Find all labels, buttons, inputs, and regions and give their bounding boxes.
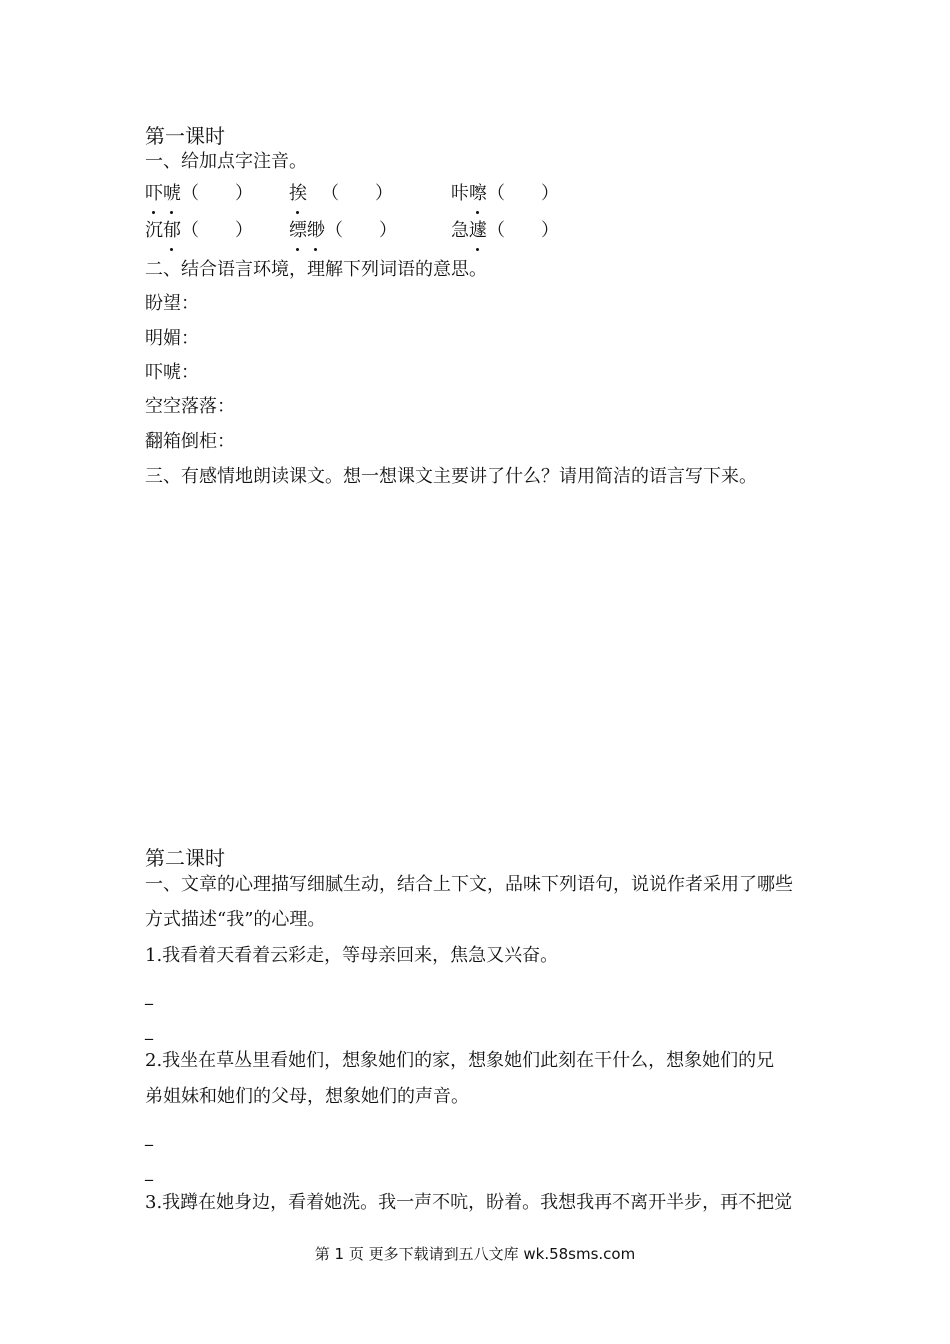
answer-paren: （ ） [487,220,559,241]
page-footer: 第 1 页 更多下载请到五八文库 wk.58sms.com [314,1245,636,1263]
q1-heading-line: 一、文章的心理描写细腻生动，结合上下文，品味下列语句，说说作者采用了哪些 [145,874,793,895]
emphasis-dot [476,248,479,251]
answer-blank: _ [145,1021,153,1040]
answer-blank: _ [145,986,153,1005]
lesson2-title: 第二课时 [145,846,225,870]
sentence-1: 1.我看着天看着云彩走，等母亲回来，焦急又兴奋。 [145,945,559,966]
emphasis-dot [170,211,173,214]
emphasis-dot [296,248,299,251]
answer-paren: （ ） [325,220,397,241]
pinyin-item [145,182,253,206]
answer-paren: （ ） [487,183,559,204]
lesson1-title: 第一课时 [145,124,225,148]
vocab-item: 盼望： [145,293,199,314]
emphasis-dot [314,248,317,251]
q1-heading-line: 方式描述“我”的心理。 [145,909,326,930]
dotted-word: 缥缈 [289,220,325,241]
emphasis-dot [152,211,155,214]
vocab-item: 空空落落： [145,396,235,417]
answer-blank: _ [145,1127,153,1146]
dotted-word: 急遽 [451,220,487,241]
answer-paren: （ ） [321,183,393,204]
dotted-word: 沉郁 [145,220,181,241]
dotted-word: 挨 [289,183,307,204]
answer-paren: （ ） [181,220,253,241]
emphasis-dot [296,211,299,214]
pinyin-item [451,182,559,206]
sentence-2-line: 2.我坐在草丛里看她们，想象她们的家，想象她们此刻在干什么，想象她们的兄 [145,1050,775,1071]
dotted-word: 吓唬 [145,183,181,204]
pinyin-item [451,219,559,243]
q3-heading: 三、有感情地朗读课文。想一想课文主要讲了什么？请用简洁的语言写下来。 [145,466,757,487]
q2-heading: 二、结合语言环境，理解下列词语的意思。 [145,259,487,280]
pinyin-item [289,219,397,243]
pinyin-item [289,182,393,206]
vocab-item: 明媚： [145,328,199,349]
answer-blank: _ [145,1162,153,1181]
pinyin-item [145,219,253,243]
emphasis-dot [476,211,479,214]
vocab-item: 吓唬： [145,362,199,383]
q1-heading: 一、给加点字注音。 [145,151,307,172]
sentence-3-line: 3.我蹲在她身边，看着她洗。我一声不吭，盼着。我想我再不离开半步，再不把觉 [145,1192,793,1213]
vocab-item: 翻箱倒柜： [145,431,235,452]
sentence-2-line: 弟姐妹和她们的父母，想象她们的声音。 [145,1086,469,1107]
answer-paren: （ ） [181,183,253,204]
emphasis-dot [170,248,173,251]
dotted-word: 咔嚓 [451,183,487,204]
